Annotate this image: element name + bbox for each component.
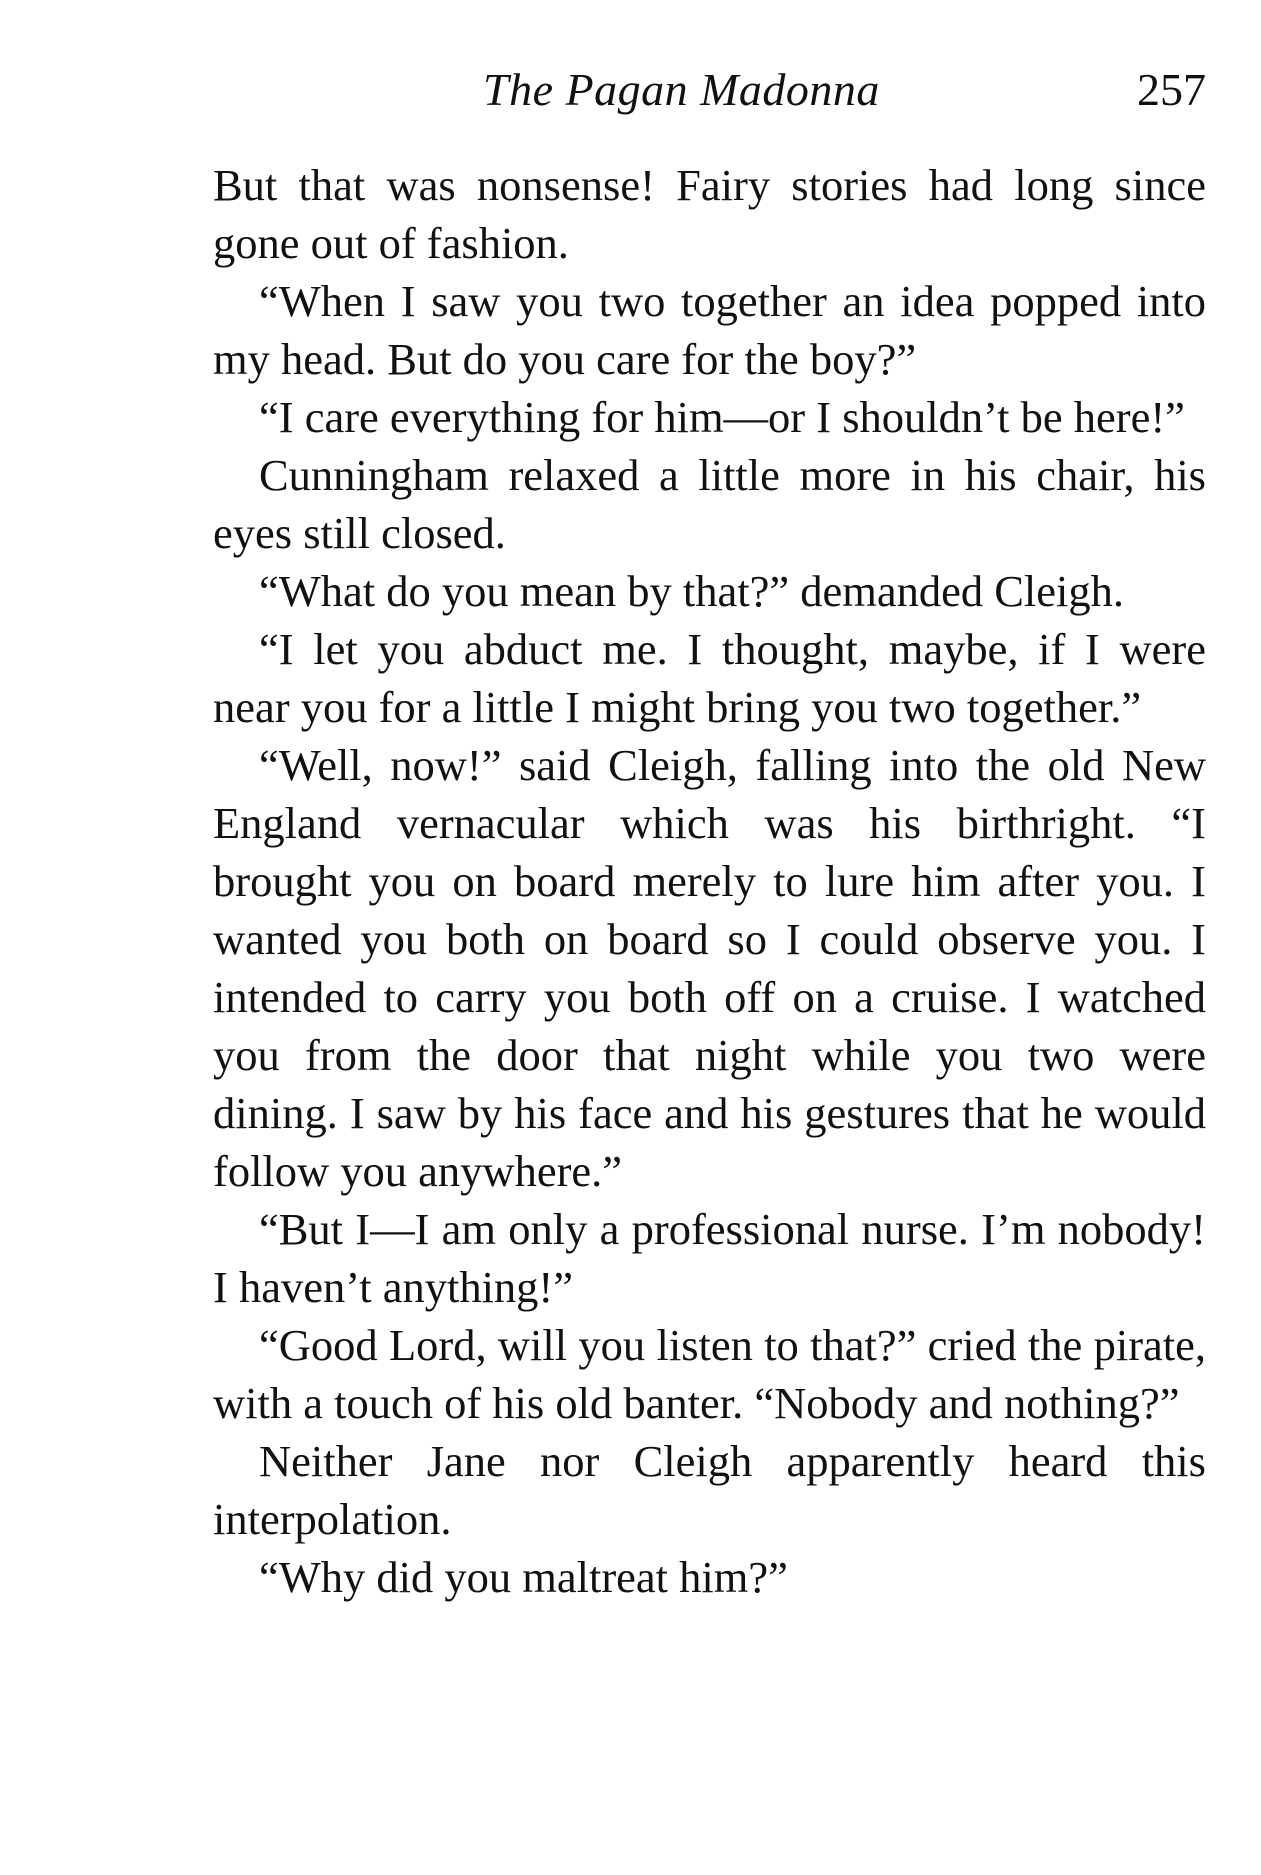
paragraph: “When I saw you two together an idea popped into my head. But do you care for the boy?” bbox=[213, 276, 1206, 384]
paragraph: Cunningham relaxed a little more in his chair, his eyes still closed. bbox=[213, 450, 1206, 558]
paragraph: “But I—I am only a professional nurse. I’m nobody! I haven’t anything!” bbox=[213, 1204, 1206, 1312]
running-head bbox=[213, 60, 1206, 120]
body-text bbox=[213, 156, 1206, 1606]
page-number: 257 bbox=[1137, 64, 1206, 115]
book-page bbox=[213, 60, 1206, 1606]
paragraph: “I care everything for him—or I shouldn’t be here!” bbox=[259, 392, 1185, 442]
paragraph: But that was nonsense! Fairy stories had long since gone out of fashion. bbox=[213, 160, 1206, 268]
paragraph: “Well, now!” said Cleigh, falling into the old New England vernacular which was his birthright. “I brought you on board merely to lure him after you. I wanted you both on board so I could observe you. I intended to carry you both off on a cruise. I watched you from the door that night while you two were dining. I saw by his face and his gestures that he would follow you anywhere.” bbox=[213, 740, 1206, 1196]
paragraph: “What do you mean by that?” demanded Cleigh. bbox=[259, 566, 1124, 616]
paragraph: “Why did you maltreat him?” bbox=[259, 1552, 788, 1602]
paragraph: Neither Jane nor Cleigh apparently heard this interpolation. bbox=[213, 1436, 1206, 1544]
running-title: The Pagan Madonna bbox=[483, 64, 880, 115]
paragraph: “I let you abduct me. I thought, maybe, if I were near you for a little I might bring you two together.” bbox=[213, 624, 1206, 732]
paragraph: “Good Lord, will you listen to that?” cried the pirate, with a touch of his old banter. “Nobody and nothing?” bbox=[213, 1320, 1206, 1428]
